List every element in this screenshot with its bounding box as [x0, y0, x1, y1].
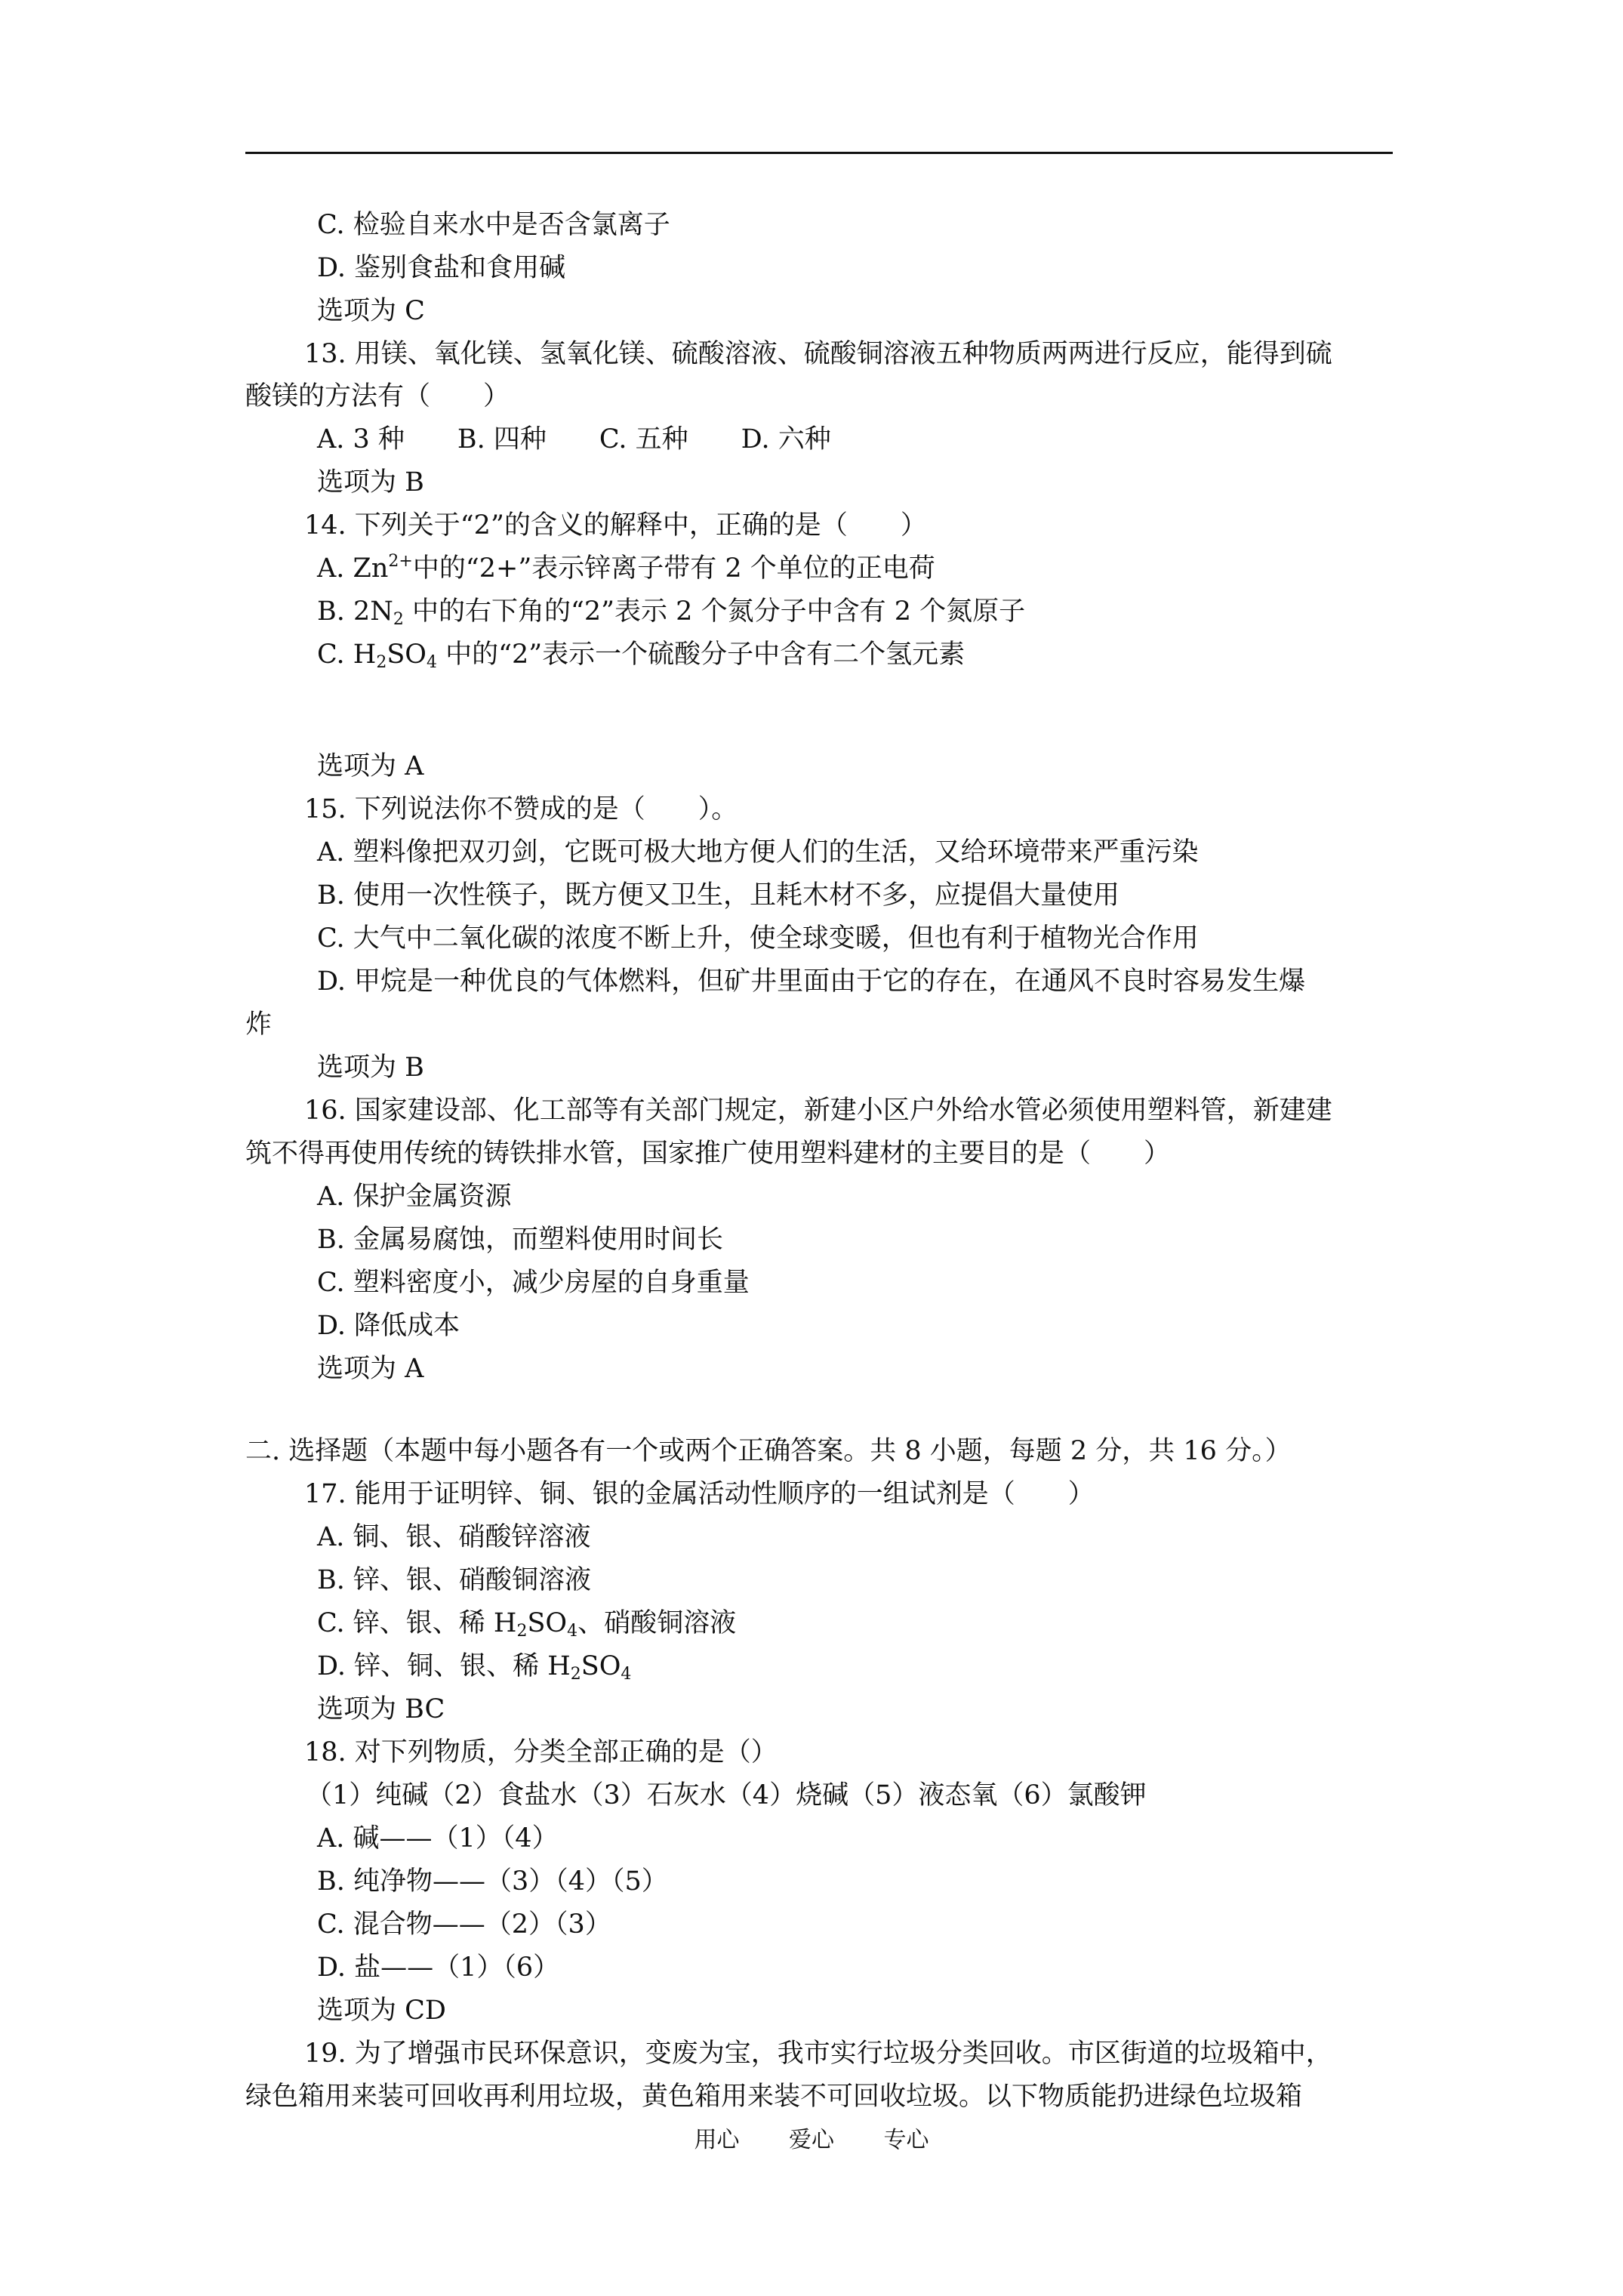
q15-option-d-line1: D. 甲烷是一种优良的气体燃料，但矿井里面由于它的存在，在通风不良时容易发生爆 — [317, 966, 1306, 997]
footer-text-1: 用心 — [694, 2127, 740, 2153]
q12-answer: 选项为 C — [317, 296, 425, 326]
q15-stem: 15. 下列说法你不赞成的是（ ）。 — [304, 794, 738, 824]
q16-stem-line2: 筑不得再使用传统的铸铁排水管，国家推广使用塑料建材的主要目的是（ ） — [245, 1139, 1171, 1169]
section2-heading: 二. 选择题（本题中每小题各有一个或两个正确答案。共 8 小题，每题 2 分，共 16 分。） — [245, 1436, 1292, 1466]
q17-stem: 17. 能用于证明锌、铜、银的金属活动性顺序的一组试剂是（ ） — [304, 1479, 1095, 1509]
q19-stem-line1: 19. 为了增强市民环保意识，变废为宝，我市实行垃圾分类回收。市区街道的垃圾箱中， — [304, 2039, 1332, 2069]
q13-answer: 选项为 B — [317, 467, 424, 498]
q18-answer: 选项为 CD — [317, 1996, 446, 2026]
footer-text-3: 专心 — [883, 2127, 929, 2153]
q15-answer: 选项为 B — [317, 1052, 424, 1083]
q18-items: （1）纯碱（2）食盐水（3）石灰水（4）烧碱（5）液态氧（6）氯酸钾 — [306, 1780, 1147, 1811]
q17-answer: 选项为 BC — [317, 1694, 445, 1724]
q13-options: A. 3 种 B. 四种 C. 五种 D. 六种 — [317, 424, 831, 455]
q14-stem: 14. 下列关于“2”的含义的解释中，正确的是（ ） — [304, 510, 927, 541]
q18-option-d: D. 盐——（1）（6） — [317, 1952, 560, 1983]
header-rule — [245, 152, 1393, 154]
q15-option-d-line2: 炸 — [245, 1009, 273, 1040]
q17-option-c: C. 锌、银、稀 $H_2SO_4$、硝酸铜溶液 — [317, 1608, 737, 1641]
q15-option-c: C. 大气中二氧化碳的浓度不断上升，使全球变暖，但也有利于植物光合作用 — [317, 923, 1199, 954]
q14-option-b: B. $2N_2$ 中的右下角的“2”表示 2 个氮分子中含有 2 个氮原子 — [317, 596, 1026, 629]
q16-option-d: D. 降低成本 — [317, 1311, 460, 1341]
q18-stem: 18. 对下列物质，分类全部正确的是（） — [304, 1737, 778, 1767]
footer-text-2: 爱心 — [789, 2127, 834, 2153]
q16-stem-line1: 16. 国家建设部、化工部等有关部门规定，新建小区户外给水管必须使用塑料管，新建建 — [304, 1096, 1332, 1126]
q14-answer: 选项为 A — [317, 751, 424, 781]
q18-option-c: C. 混合物——（2）（3） — [317, 1909, 611, 1940]
q18-option-b: B. 纯净物——（3）（4）（5） — [317, 1866, 668, 1897]
q17-option-b: B. 锌、银、硝酸铜溶液 — [317, 1565, 591, 1595]
q19-stem-line2: 绿色箱用来装可回收再利用垃圾，黄色箱用来装不可回收垃圾。以下物质能扔进绿色垃圾箱 — [245, 2082, 1303, 2112]
q17-option-a: A. 铜、银、硝酸锌溶液 — [317, 1522, 591, 1552]
q16-option-c: C. 塑料密度小，减少房屋的自身重量 — [317, 1268, 750, 1298]
q15-option-b: B. 使用一次性筷子，既方便又卫生，且耗木材不多，应提倡大量使用 — [317, 880, 1119, 911]
q12-option-c: C. 检验自来水中是否含氯离子 — [317, 210, 670, 240]
q18-option-a: A. 碱——（1）（4） — [317, 1823, 559, 1854]
q16-answer: 选项为 A — [317, 1354, 424, 1384]
page-footer — [0, 2122, 1623, 2159]
q12-option-d: D. 鉴别食盐和食用碱 — [317, 253, 566, 283]
q16-option-a: A. 保护金属资源 — [317, 1182, 512, 1212]
q15-option-a: A. 塑料像把双刃剑，它既可极大地方便人们的生活，又给环境带来严重污染 — [317, 837, 1199, 868]
q13-stem-line1: 13. 用镁、氧化镁、氢氧化镁、硫酸溶液、硫酸铜溶液五种物质两两进行反应，能得到硫 — [304, 339, 1332, 369]
q17-option-d: D. 锌、铜、银、稀 $H_2SO_4$ — [317, 1651, 632, 1684]
q16-option-b: B. 金属易腐蚀，而塑料使用时间长 — [317, 1225, 723, 1255]
q13-stem-line2: 酸镁的方法有（ ） — [245, 381, 510, 411]
q14-option-c: C. $H_2SO_4$ 中的“2”表示一个硫酸分子中含有二个氢元素 — [317, 639, 965, 672]
q14-option-a: A. $Zn^{2+}$中的“2+”表示锌离子带有 2 个单位的正电荷 — [317, 552, 935, 584]
